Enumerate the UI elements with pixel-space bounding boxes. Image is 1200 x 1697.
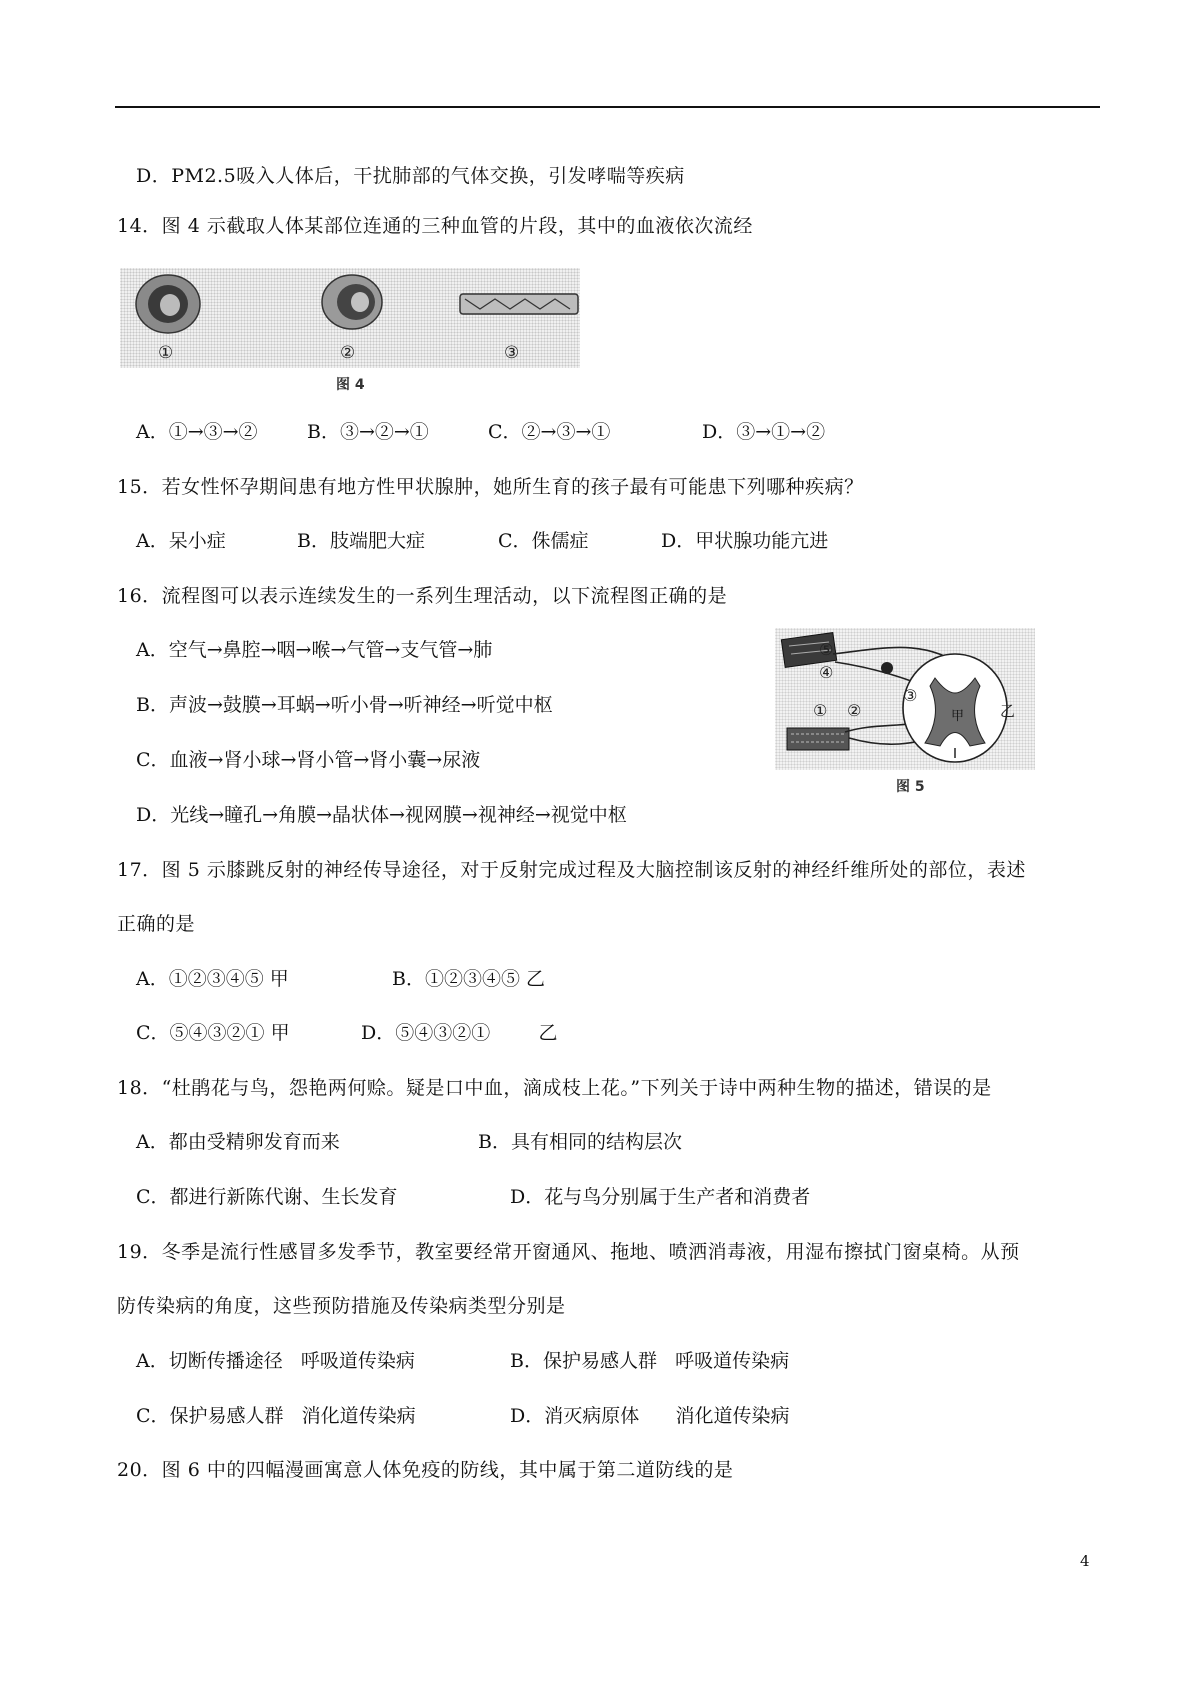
page-number: 4 xyxy=(1080,1552,1090,1570)
q16-option-a: A．空气→鼻腔→咽→喉→气管→支气管→肺 xyxy=(136,639,493,661)
q15-option-a: A．呆小症 xyxy=(136,530,226,552)
arc-label-yi: 乙 xyxy=(1000,702,1016,720)
arc-label-4: ④ xyxy=(819,663,834,682)
figure-5-caption: 图 5 xyxy=(896,779,925,795)
q15-option-c: C．侏儒症 xyxy=(498,530,589,552)
vessel-label-1: ① xyxy=(158,343,174,363)
figure-4-blood-vessels xyxy=(120,268,580,368)
q14-option-a: A．①→③→② xyxy=(136,421,258,443)
q17-option-a: A．①②③④⑤ 甲 xyxy=(136,968,289,990)
arc-label-2: ② xyxy=(847,701,862,720)
q17-stem-line2: 正确的是 xyxy=(117,913,196,935)
vessel-label-2: ② xyxy=(340,343,356,363)
q19-option-c: C．保护易感人群 消化道传染病 xyxy=(136,1405,416,1427)
q16-stem: 16．流程图可以表示连续发生的一系列生理活动，以下流程图正确的是 xyxy=(117,585,728,607)
q20-stem: 20．图 6 中的四幅漫画寓意人体免疫的防线，其中属于第二道防线的是 xyxy=(117,1459,734,1481)
q17-option-c: C．⑤④③②① 甲 xyxy=(136,1022,290,1044)
arc-label-jia: 甲 xyxy=(951,709,965,724)
q14-option-d: D．③→①→② xyxy=(702,421,826,443)
header-rule xyxy=(115,106,1100,108)
q19-option-a: A．切断传播途径 呼吸道传染病 xyxy=(136,1350,415,1372)
arc-label-5: ⑤ xyxy=(819,640,834,659)
q18-option-c: C．都进行新陈代谢、生长发育 xyxy=(136,1186,398,1208)
q14-stem: 14．图 4 示截取人体某部位连通的三种血管的片段，其中的血液依次流经 xyxy=(117,215,753,237)
q17-option-b: B．①②③④⑤ 乙 xyxy=(392,968,546,990)
figure-5-reflex-arc xyxy=(775,628,1035,770)
q19-stem-line2: 防传染病的角度，这些预防措施及传染病类型分别是 xyxy=(117,1295,566,1317)
q19-option-d: D．消灭病原体 消化道传染病 xyxy=(510,1405,790,1427)
q19-stem-line1: 19．冬季是流行性感冒多发季节，教室要经常开窗通风、拖地、喷洒消毒液，用湿布擦拭门窗桌椅。从预 xyxy=(117,1241,1020,1263)
q17-option-d: D．⑤④③②① 乙 xyxy=(361,1022,558,1044)
q18-option-b: B．具有相同的结构层次 xyxy=(478,1131,682,1153)
figure-4-caption: 图 4 xyxy=(336,377,365,393)
arc-label-3: ③ xyxy=(903,686,918,705)
blood-vessels-illustration xyxy=(120,268,580,368)
q18-option-d: D．花与鸟分别属于生产者和消费者 xyxy=(510,1186,811,1208)
q14-option-b: B．③→②→① xyxy=(307,421,429,443)
q15-option-b: B．肢端肥大症 xyxy=(297,530,425,552)
q16-option-d: D．光线→瞳孔→角膜→晶状体→视网膜→视神经→视觉中枢 xyxy=(136,804,627,826)
q17-stem-line1: 17．图 5 示膝跳反射的神经传导途径，对于反射完成过程及大脑控制该反射的神经纤维所处的部位，表述 xyxy=(117,859,1026,881)
q14-option-c: C．②→③→① xyxy=(488,421,611,443)
arc-label-1: ① xyxy=(813,701,828,720)
q13-option-d: D．PM2.5吸入人体后，干扰肺部的气体交换，引发哮喘等疾病 xyxy=(136,165,685,187)
q18-option-a: A．都由受精卵发育而来 xyxy=(136,1131,340,1153)
vessel-label-3: ③ xyxy=(504,343,520,363)
q15-stem: 15．若女性怀孕期间患有地方性甲状腺肿，她所生育的孩子最有可能患下列哪种疾病？ xyxy=(117,476,864,498)
q15-option-d: D．甲状腺功能亢进 xyxy=(661,530,829,552)
q18-stem: 18．“杜鹃花与鸟，怨艳两何赊。疑是口中血，滴成枝上花。”下列关于诗中两种生物的描述，错误的是 xyxy=(117,1077,992,1099)
q16-option-c: C．血液→肾小球→肾小管→肾小囊→尿液 xyxy=(136,749,481,771)
q16-option-b: B．声波→鼓膜→耳蜗→听小骨→听神经→听觉中枢 xyxy=(136,694,553,716)
q19-option-b: B．保护易感人群 呼吸道传染病 xyxy=(510,1350,790,1372)
reflex-arc-illustration xyxy=(775,628,1035,770)
